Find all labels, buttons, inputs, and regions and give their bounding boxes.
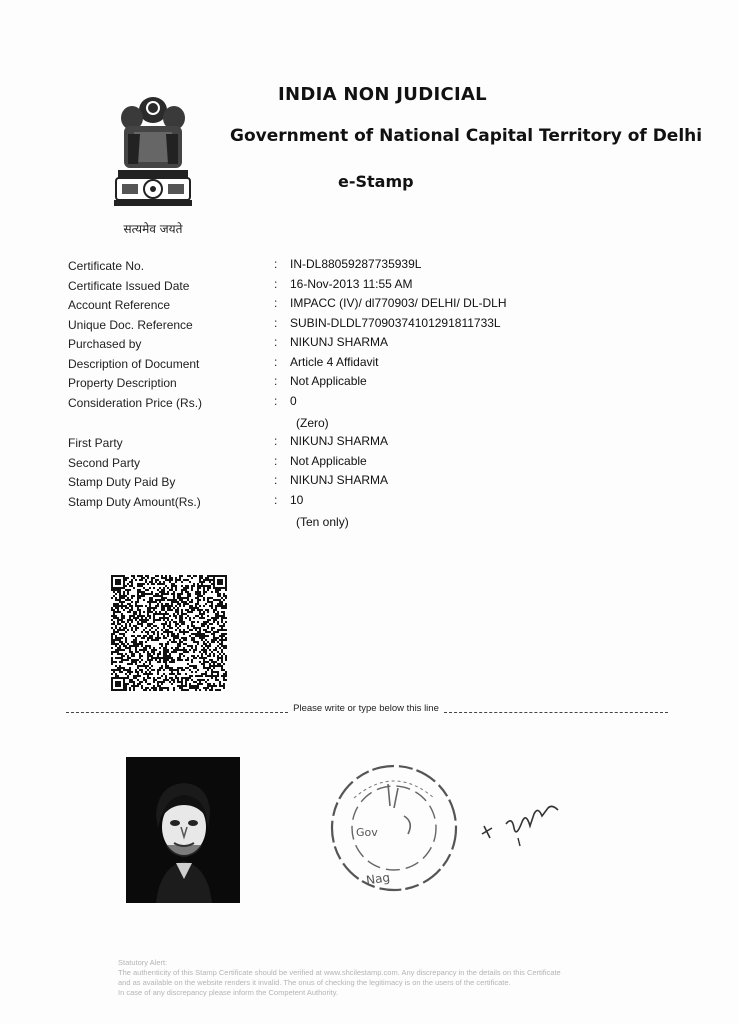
field-label: Stamp Duty Amount(Rs.): [68, 494, 201, 509]
field-value: Not Applicable: [290, 374, 367, 388]
field-label: Property Description: [68, 376, 177, 390]
field-value: 16-Nov-2013 11:55 AM: [290, 276, 413, 291]
qr-code: [111, 575, 227, 691]
applicant-photo: [126, 757, 240, 903]
field-colon: :: [274, 354, 278, 369]
detail-row: [68, 316, 628, 336]
field-value: 0: [290, 393, 297, 408]
field-value-words: (Zero): [296, 416, 329, 430]
signature: [478, 794, 578, 854]
detail-row: [68, 277, 628, 297]
field-value: NIKUNJ SHARMA: [290, 434, 389, 448]
detail-row: [68, 335, 628, 355]
detail-row: [68, 355, 628, 375]
field-colon: :: [274, 257, 278, 271]
detail-subrow: [68, 413, 628, 434]
detail-row: [68, 473, 628, 493]
detail-row: [68, 493, 628, 513]
detail-subrow: [68, 512, 628, 533]
national-emblem: [108, 88, 198, 238]
field-label: First Party: [68, 436, 123, 450]
field-colon: :: [274, 335, 278, 349]
seal-bottom-text: Nag: [365, 870, 391, 888]
field-colon: :: [274, 276, 278, 291]
detail-row: [68, 257, 628, 277]
issuing-government: Government of National Capital Territory of Delhi: [230, 126, 703, 146]
field-label: Unique Doc. Reference: [68, 317, 193, 332]
field-colon: :: [274, 492, 278, 507]
field-colon: :: [274, 315, 278, 330]
detail-row: [68, 454, 628, 474]
field-colon: :: [274, 453, 278, 468]
emblem-motto: सत्यमेव जयते: [123, 222, 183, 236]
field-label: Stamp Duty Paid By: [68, 475, 176, 489]
detail-row: [68, 394, 628, 414]
separator-dashes-right: [444, 712, 668, 713]
field-label: Account Reference: [68, 298, 171, 312]
footer-line: In case of any discrepancy please inform the Competent Authority.: [118, 988, 338, 997]
field-label: Certificate No.: [68, 259, 145, 273]
field-value: SUBIN-DLDL77090374101291811733L: [290, 315, 501, 330]
separator-text: Please write or type below this line: [293, 703, 439, 714]
field-label: Consideration Price (Rs.): [68, 395, 203, 410]
field-value: IN-DL88059287735939L: [290, 257, 422, 271]
field-value-words: (Ten only): [296, 515, 349, 529]
detail-row: [68, 296, 628, 316]
field-value: Not Applicable: [290, 453, 367, 468]
field-value: NIKUNJ SHARMA: [290, 335, 389, 349]
field-colon: :: [274, 434, 278, 448]
footer-line: The authenticity of this Stamp Certificate should be verified at www.shcilestamp.com. Any discrepancy in the details on this Certificate: [118, 968, 561, 977]
field-label: Certificate Issued Date: [68, 278, 190, 293]
separator-dashes-left: [66, 712, 288, 713]
field-colon: :: [274, 473, 278, 487]
field-label: Purchased by: [68, 337, 142, 351]
field-value: Article 4 Affidavit: [290, 354, 379, 369]
field-value: IMPACC (IV)/ dl770903/ DELHI/ DL-DLH: [290, 296, 507, 310]
field-value: NIKUNJ SHARMA: [290, 473, 389, 487]
field-label: Description of Document: [68, 356, 200, 371]
certificate-details: [68, 257, 628, 533]
field-colon: :: [274, 393, 278, 408]
field-label: Second Party: [68, 455, 141, 470]
seal-mid-text: Gov: [356, 826, 378, 839]
field-value: 10: [290, 492, 304, 507]
document-title: INDIA NON JUDICIAL: [278, 84, 487, 105]
field-colon: :: [274, 296, 278, 310]
write-below-separator: [66, 703, 668, 717]
statutory-alert: [118, 958, 628, 998]
footer-line: Statutory Alert:: [118, 958, 168, 967]
field-colon: :: [274, 374, 278, 388]
detail-row: [68, 434, 628, 454]
footer-line: and as available on the website renders it invalid. The onus of checking the legitimacy is on the users of the certificate.: [118, 978, 511, 987]
national-emblem-icon: [108, 88, 198, 216]
stamp-type: e-Stamp: [338, 172, 414, 191]
detail-row: [68, 374, 628, 394]
official-seal: [324, 758, 464, 898]
